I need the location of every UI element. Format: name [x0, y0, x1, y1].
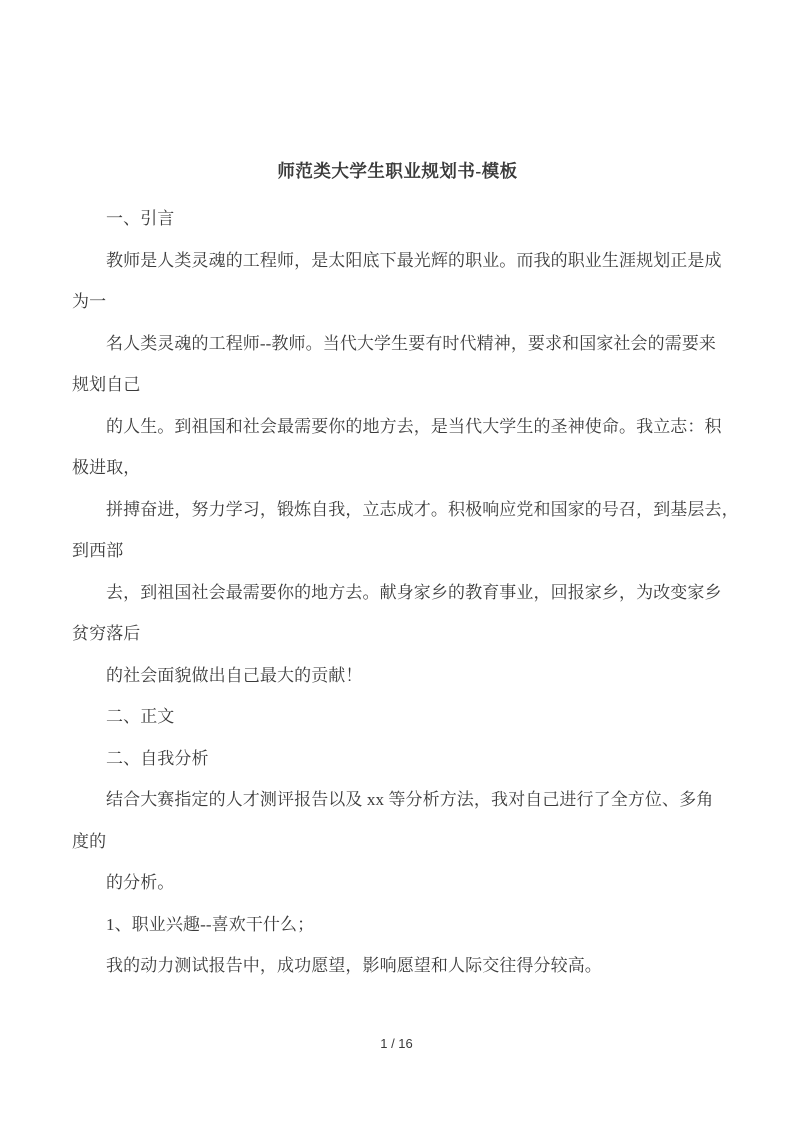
document-body	[72, 198, 739, 987]
document-text-line: 1、职业兴趣--喜欢干什么；	[106, 914, 315, 934]
document-text-line: 一、引言	[106, 209, 175, 228]
document-text-line: 结合大赛指定的人才测评报告以及 xx 等分析方法，我对自己进行了全方位、多角	[106, 790, 714, 809]
document-text-line: 去，到祖国社会最需要你的地方去。献身家乡的教育事业，回报家乡，为改变家乡	[106, 582, 722, 602]
document-text-line: 的分析。	[106, 873, 175, 892]
document-text-line: 教师是人类灵魂的工程师，是太阳底下最光辉的职业。而我的职业生涯规划正是成	[106, 250, 722, 270]
document-text-line: 极进取，	[72, 458, 141, 477]
document-text-line: 为一	[72, 292, 107, 311]
document-text-line: 二、正文	[106, 707, 175, 726]
page-number-indicator: 1 / 16	[380, 1036, 413, 1051]
document-text-line: 贫穷落后	[72, 624, 141, 643]
document-text-line: 拼搏奋进，努力学习，锻炼自我，立志成才。积极响应党和国家的号召，到基层去，	[106, 499, 739, 519]
document-text-line: 名人类灵魂的工程师--教师。当代大学生要有时代精神，要求和国家社会的需要来	[106, 333, 717, 353]
document-text-line: 规划自己	[72, 375, 141, 394]
page-footer	[0, 1035, 793, 1053]
document-text-line: 二、自我分析	[106, 748, 209, 768]
document-text-line: 我的动力测试报告中，成功愿望，影响愿望和人际交往得分较高。	[106, 956, 602, 975]
document-text-line: 度的	[72, 831, 107, 851]
document-text-line: 的社会面貌做出自己最大的贡献！	[106, 665, 363, 685]
document-text-line: 的人生。到祖国和社会最需要你的地方去，是当代大学生的圣神使命。我立志：积	[106, 416, 722, 436]
document-title: 师范类大学生职业规划书-模板	[277, 161, 518, 181]
document-text-line: 到西部	[72, 541, 124, 560]
